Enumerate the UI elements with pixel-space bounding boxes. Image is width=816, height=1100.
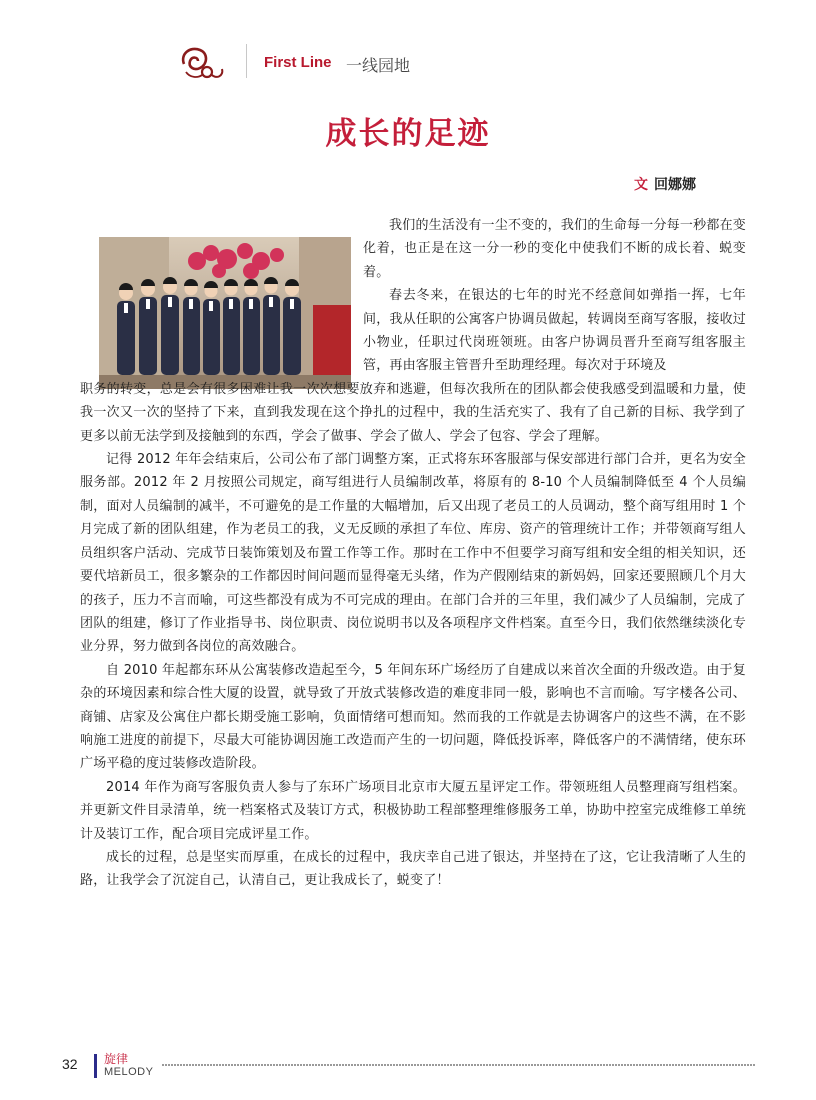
byline-mark: 文: [634, 177, 648, 193]
author-name: 回娜娜: [654, 177, 696, 193]
footer-accent-bar: [94, 1054, 97, 1078]
header-divider: [246, 44, 247, 78]
page-header: [176, 38, 576, 84]
paragraph-conclusion: 成长的过程，总是坚实而厚重，在成长的过程中，我庆幸自己进了银达，并坚持在了这，它让我清晰了人生的路，让我学会了沉淀自己，认清自己，更让我成长了，蜕变了！: [80, 849, 746, 889]
paragraph-intro: 我们的生活没有一尘不变的，我们的生命每一分每一秒都在变化着，也正是在这一分一秒的变化中使我们不断的成长着、蜕变着。: [363, 218, 746, 280]
section-name-cn: 一线园地: [346, 56, 411, 75]
article-title: 成长的足迹: [325, 116, 491, 152]
magazine-logo-icon: [176, 42, 232, 82]
magazine-name-en: MELODY: [104, 1066, 154, 1078]
section-name-en: First Line: [264, 54, 332, 71]
page-number: 32: [62, 1056, 78, 1072]
paragraph-rating: 2014 年作为商写客服负责人参与了东环广场项目北京市大厦五星评定工作。带领班组人员整理商写组档案。并更新文件目录清单，统一档案格式及装订方式，积极协助工程部整理维修服务工单，协助中控室完成维修工单统计及装订工作，配合项目完成评星工作。: [80, 779, 746, 842]
paragraph-department-merge: 记得 2012 年年会结束后，公司公布了部门调整方案，正式将东环客服部与保安部进行部门合并，更名为安全服务部。2012 年 2 月按照公司规定，商写组进行人员编制改革，将原有的 8-10 个人员编制降低至 4 个人员编制，面对人员编制的减半，不可避免的是工作量的大幅增加，后又出现了老员工的人员调动，整个商写组用时 1 个月完成了新的团队组建，作为老员工的我，义无反顾的承担了车位、库房、资产的管理统计工作；并带领商写组人员组织客户活动、完成节日装饰策划及布置工作等工作。那时在工作中不但要学习商写组和安全组的相关知识，还要代培新员工，很多繁杂的工作都因时间问题而显得毫无头绪，作为产假刚结束的新妈妈，回家还要照顾几个月大的孩子，压力不言而喻，可这些都没有成为不可完成的理由。在部门合并的三年里，我们减少了人员编制，完成了团队的组建，修订了作业指导书、岗位职责、岗位说明书以及各项程序文件档案。直至今日，我们依然继续淡化专业分界，努力做到各岗位的高效融合。: [80, 452, 746, 655]
article-body: [80, 214, 746, 893]
paragraph-career-start: 春去冬来，在银达的七年的时光不经意间如弹指一挥，七年间，我从任职的公寓客户协调员做起，转调岗至商写客服，接收过小物业，任职过代岗班领班。由客户协调员晋升至商写组客服主管，再由客服主管晋升至助理经理。每次对于环境及: [363, 288, 746, 374]
page-footer: [0, 1040, 816, 1090]
magazine-name-cn: 旋律: [104, 1052, 129, 1066]
paragraph-career-continued: 职务的转变，总是会有很多困难让我一次次想要放弃和逃避，但每次我所在的团队都会使我感受到温暖和力量，使我一次又一次的坚持了下来，直到我发现在这个挣扎的过程中，我的生活充实了、我有了自己新的目标、我学到了更多以前无法学到及接触到的东西，学会了做事、学会了做人、学会了包容、学会了理解。: [80, 381, 746, 444]
byline: [634, 174, 696, 194]
paragraph-renovation: 自 2010 年起都东环从公寓装修改造起至今，5 年间东环广场经历了自建成以来首次全面的升级改造。由于复杂的环境因素和综合性大厦的设置，就导致了开放式装修改造的难度非同一般，影响也不言而喻。写字楼各公司、商铺、店家及公寓住户都长期受施工影响，负面情绪可想而知。然而我的工作就是去协调客户的这些不满，在不影响施工进度的前提下，尽最大可能协调因施工改造而产生的一切问题，降低投诉率，降低客户的不满情绪，使东环广场平稳的度过装修改造阶段。: [80, 662, 746, 772]
footer-rule: [162, 1064, 756, 1066]
